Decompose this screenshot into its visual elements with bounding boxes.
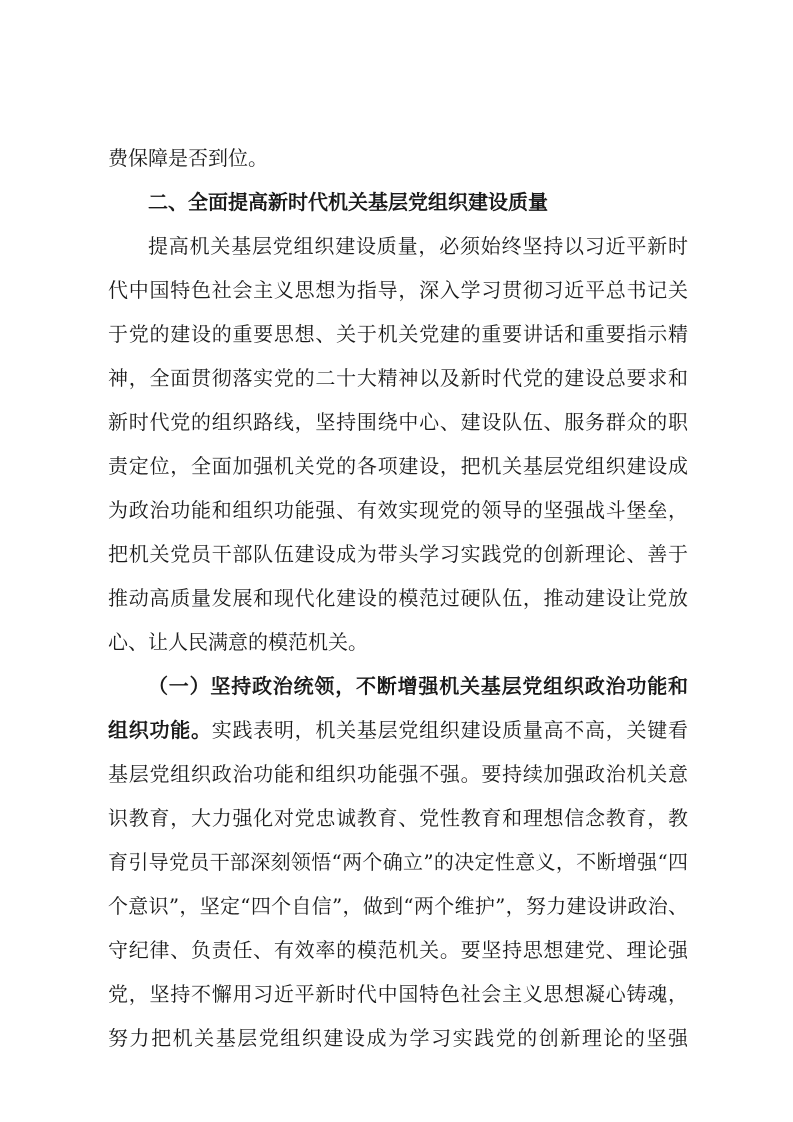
paragraph-line: 育引导党员干部深刻领悟“两个确立”的决定性意义，不断增强“四 — [108, 850, 688, 874]
section-heading: 二、全面提高新时代机关基层党组织建设质量 — [148, 190, 548, 214]
paragraph-line: 识教育，大力强化对党忠诚教育、党性教育和理想信念教育，教 — [108, 806, 688, 830]
subheading: （一）坚持政治统领，不断增强机关基层党组织政治功能和 — [148, 674, 688, 698]
subheading-continuation: 组织功能。 — [108, 718, 212, 742]
paragraph-line: 努力把机关基层党组织建设成为学习实践党的创新理论的坚强 — [108, 1026, 688, 1050]
paragraph-line: 责定位，全面加强机关党的各项建设，把机关基层党组织建设成 — [108, 454, 688, 478]
paragraph-line: 于党的建设的重要思想、关于机关党建的重要讲话和重要指示精 — [108, 322, 688, 346]
paragraph-line: 党，坚持不懈用习近平新时代中国特色社会主义思想凝心铸魂， — [108, 982, 688, 1006]
paragraph-line: 神，全面贯彻落实党的二十大精神以及新时代党的建设总要求和 — [108, 366, 688, 390]
paragraph-line — [108, 716, 688, 744]
paragraph-line: 个意识”，坚定“四个自信”，做到“两个维护”，努力建设讲政治、 — [108, 894, 688, 918]
carry-over-line: 费保障是否到位。 — [108, 146, 268, 170]
paragraph-line: 新时代党的组织路线，坚持围绕中心、建设队伍、服务群众的职 — [108, 410, 688, 434]
paragraph-line: 心、让人民满意的模范机关。 — [108, 630, 368, 654]
paragraph-line: 把机关党员干部队伍建设成为带头学习实践党的创新理论、善于 — [108, 542, 688, 566]
paragraph-line: 守纪律、负责任、有效率的模范机关。要坚持思想建党、理论强 — [108, 938, 688, 962]
paragraph-line: 推动高质量发展和现代化建设的模范过硬队伍，推动建设让党放 — [108, 586, 688, 610]
paragraph-text: 实践表明，机关基层党组织建设质量高不高，关键看 — [211, 718, 689, 742]
paragraph-line: 提高机关基层党组织建设质量，必须始终坚持以习近平新时 — [148, 234, 688, 258]
paragraph-line: 为政治功能和组织功能强、有效实现党的领导的坚强战斗堡垒， — [108, 498, 688, 522]
paragraph-line: 代中国特色社会主义思想为指导，深入学习贯彻习近平总书记关 — [108, 278, 688, 302]
paragraph-line: 基层党组织政治功能和组织功能强不强。要持续加强政治机关意 — [108, 762, 688, 786]
